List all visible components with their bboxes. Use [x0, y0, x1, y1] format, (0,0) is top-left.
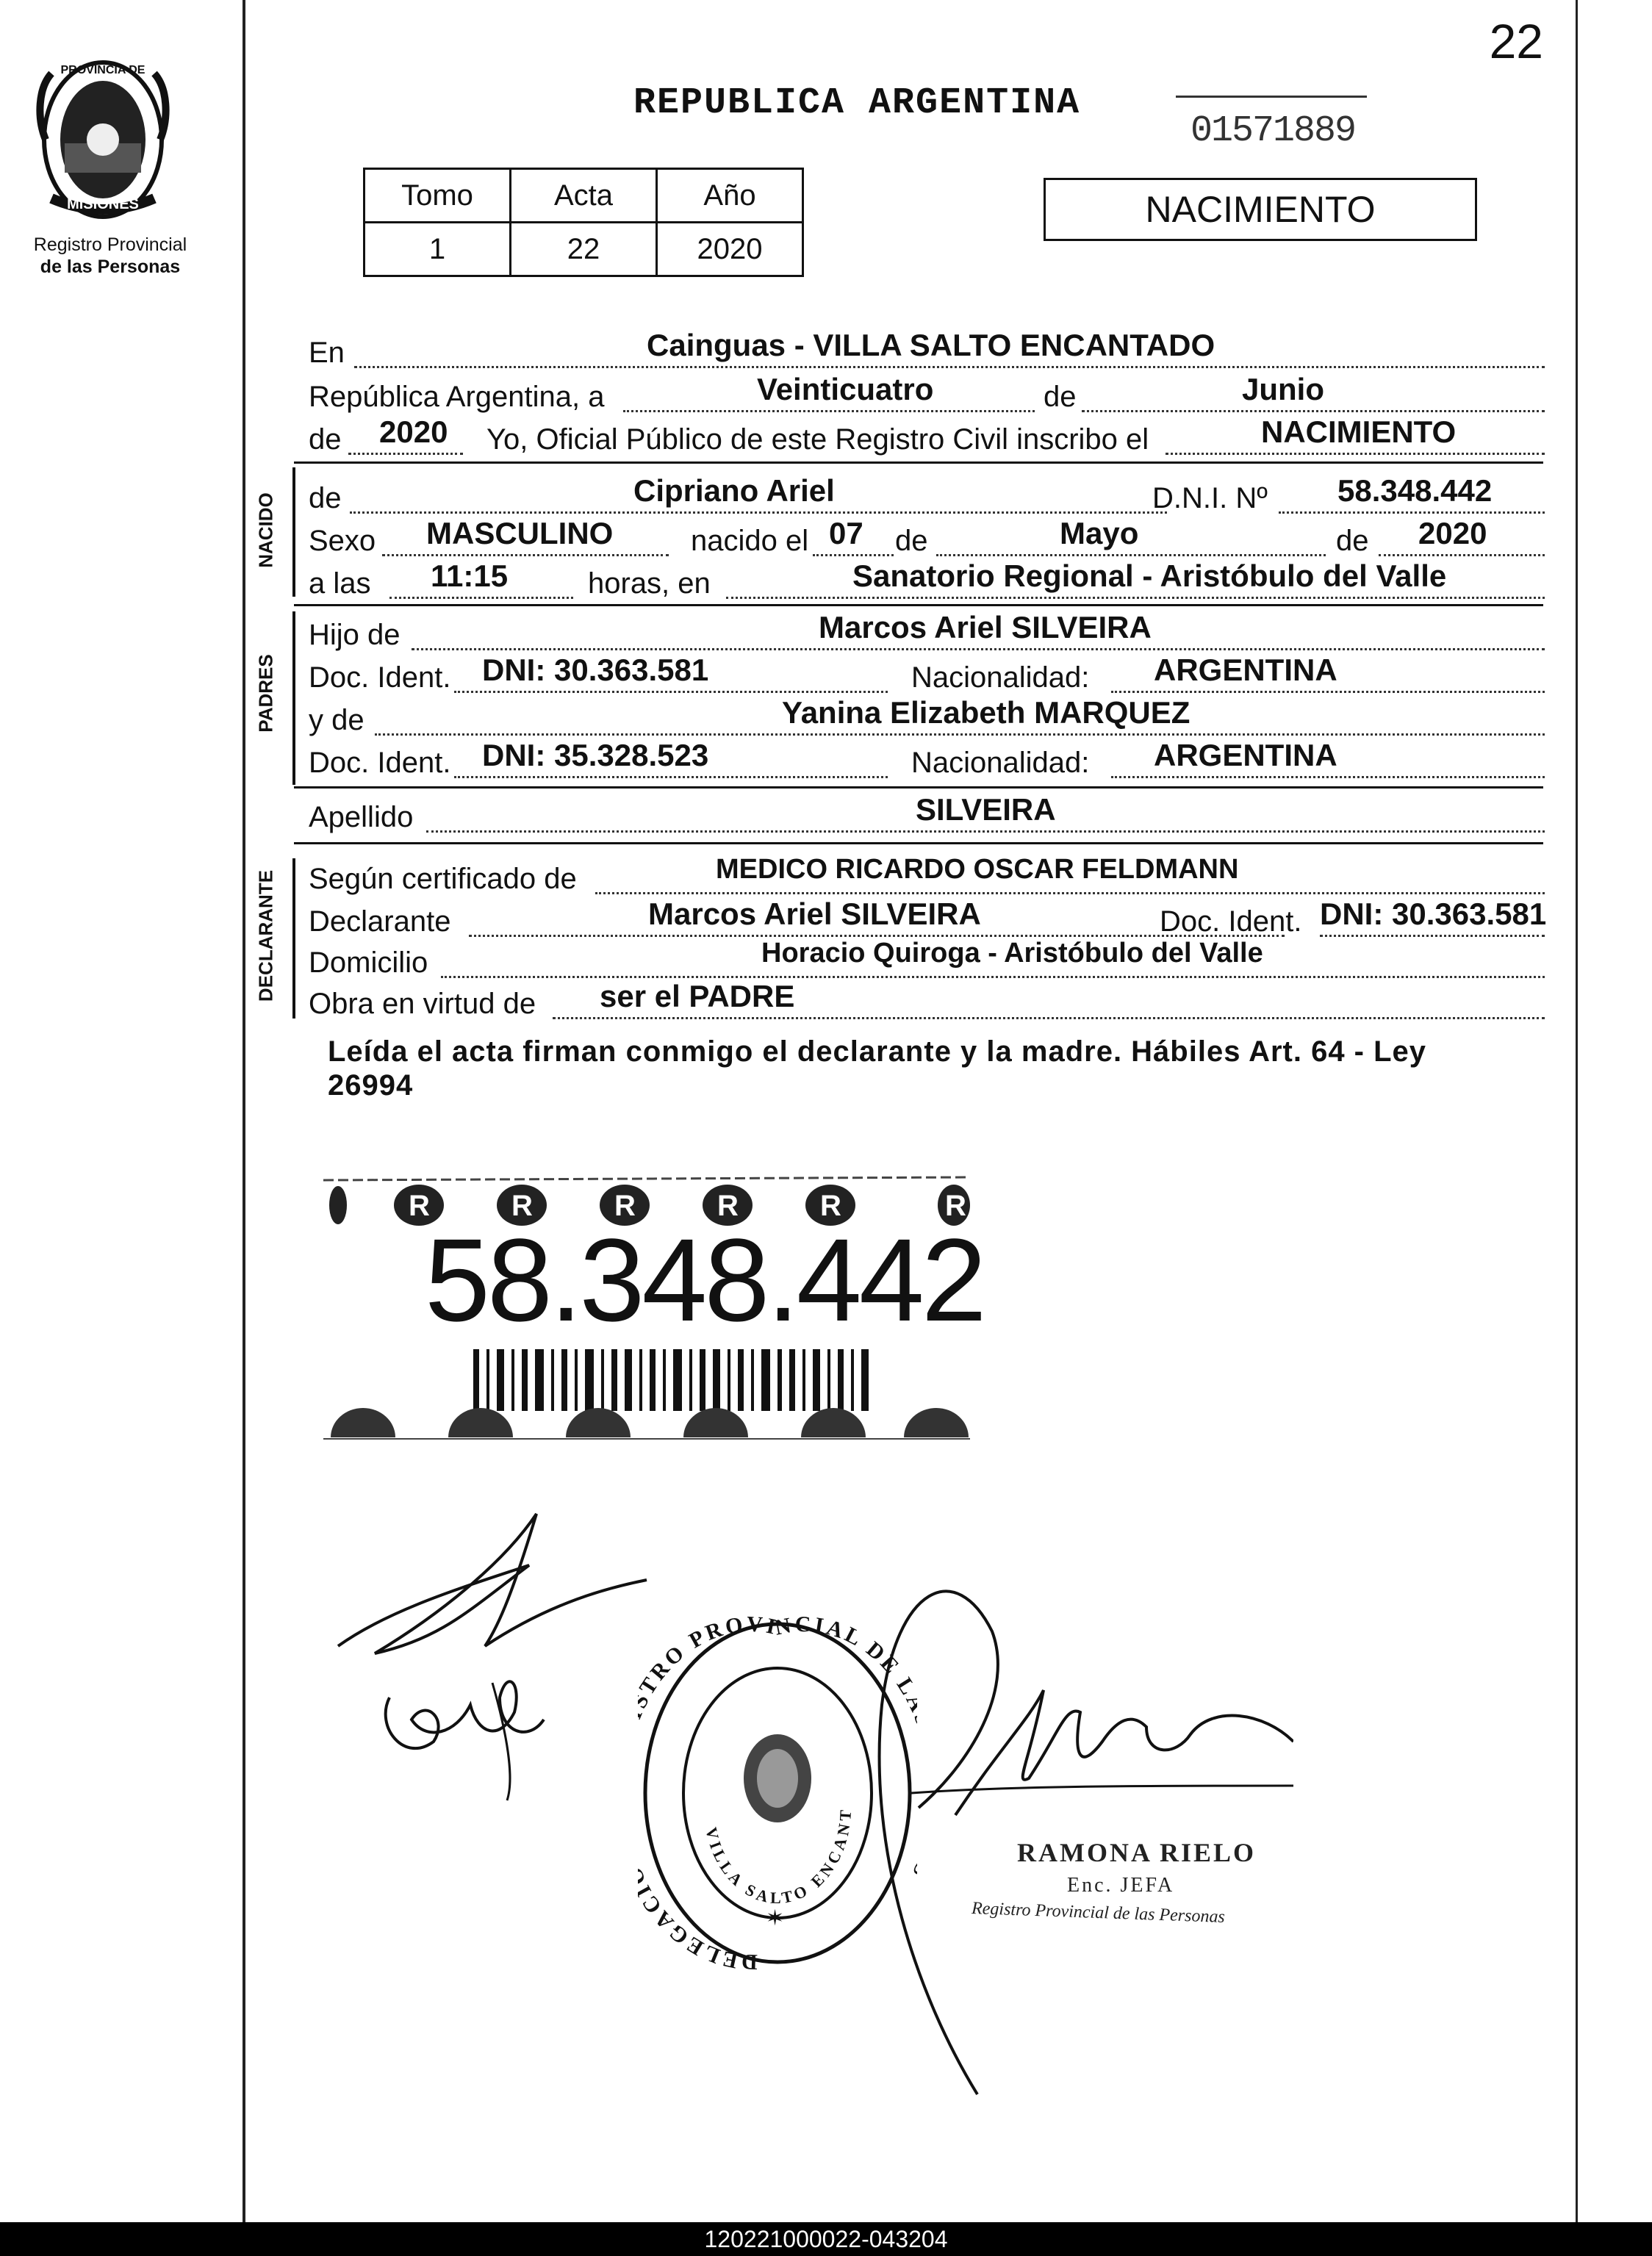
section-bar-padres — [292, 611, 295, 785]
line-mother-doc — [309, 739, 1543, 783]
label-republica: República Argentina, a — [309, 381, 605, 413]
svg-text:R: R — [511, 1190, 533, 1222]
separator — [294, 786, 1543, 788]
value-place: Cainguas - VILLA SALTO ENCANTADO — [647, 328, 1215, 362]
label-nacionalidad: Nacionalidad: — [911, 747, 1090, 779]
official-signature-icon — [735, 1543, 1293, 2116]
value-month: Junio — [1242, 372, 1324, 406]
section-label-nacido: NACIDO — [254, 492, 277, 568]
value-birth-day: 07 — [829, 516, 863, 550]
value-mother-doc: DNI: 35.328.523 — [482, 738, 709, 772]
value-child-name: Cipriano Ariel — [633, 473, 835, 508]
declarant-signature-icon — [331, 1499, 661, 1808]
label-en: En — [309, 337, 345, 369]
label-certificado: Según certificado de — [309, 863, 577, 895]
line-domicilio — [309, 939, 1543, 983]
dotted-line — [936, 554, 1326, 556]
label-declarante: Declarante — [309, 905, 451, 938]
province-emblem — [29, 51, 176, 228]
value-declarante-name: Marcos Ariel SILVEIRA — [648, 897, 981, 931]
serial-number: 01571889 — [1190, 110, 1356, 152]
dotted-line — [1379, 554, 1545, 556]
emblem-caption — [0, 234, 220, 278]
label-apellido: Apellido — [309, 801, 414, 833]
value-year: 2020 — [379, 414, 448, 449]
sticker-dni-number: 58.348.442 — [425, 1214, 984, 1346]
section-label-declarante: DECLARANTE — [254, 869, 277, 1002]
line-obra — [309, 980, 1543, 1024]
value-father-doc: DNI: 30.363.581 — [482, 653, 709, 687]
label-doc-ident: Doc. Ident. — [1160, 905, 1302, 938]
caption-line-1: Registro Provincial — [33, 234, 187, 255]
value-birth-time: 11:15 — [431, 558, 509, 593]
label-dni: D.N.I. Nº — [1152, 482, 1268, 514]
line-date — [309, 373, 1543, 417]
value-tomo: 1 — [364, 223, 511, 276]
value-birth-place: Sanatorio Regional - Aristóbulo del Valle — [852, 558, 1447, 593]
value-birth-year: 2020 — [1418, 516, 1487, 550]
section-label-padres: PADRES — [254, 654, 277, 733]
label-de: de — [1336, 525, 1369, 557]
label-nacido-el: nacido el — [691, 525, 809, 557]
svg-text:PROVINCIA DE: PROVINCIA DE — [60, 64, 146, 76]
document-title: REPUBLICA ARGENTINA — [633, 82, 1081, 124]
official-name: RAMONA RIELO — [1017, 1838, 1257, 1867]
value-apellido: SILVEIRA — [916, 792, 1056, 827]
value-obra: ser el PADRE — [600, 979, 795, 1013]
value-declarante-doc: DNI: 30.363.581 — [1320, 897, 1547, 931]
label-de: de — [1044, 381, 1077, 413]
page-number: 22 — [1489, 14, 1543, 68]
separator — [294, 461, 1543, 464]
official-office: Registro Provincial de las Personas — [971, 1898, 1226, 1928]
svg-text:VILLA SALTO ENCANTADO: VILLA SALTO ENCANT — [702, 1807, 855, 1908]
line-declarante — [309, 897, 1547, 942]
registry-table — [363, 168, 804, 277]
label-year-de: de — [309, 423, 342, 456]
caption-line-2: de las Personas — [40, 256, 181, 277]
official-title: Enc. JEFA — [1067, 1874, 1175, 1897]
svg-text:DELEGACION DEL REGISTRO PROVIN: DELEGAC RO PROVINCIAL DE — [638, 1617, 906, 1969]
separator — [294, 604, 1543, 606]
footer-code: 120221000022-043204 — [0, 2222, 1652, 2256]
dotted-line — [1111, 776, 1545, 778]
dotted-line — [595, 892, 1545, 894]
svg-text:R: R — [945, 1190, 966, 1222]
header-acta: Acta — [511, 169, 657, 223]
line-father — [309, 611, 1543, 655]
line-place — [309, 329, 1543, 373]
dotted-line — [1279, 511, 1545, 514]
value-act: NACIMIENTO — [1261, 414, 1457, 449]
section-bar-nacido — [292, 467, 295, 597]
line-sex-birth — [309, 517, 1543, 561]
label-officer-text: Yo, Oficial Público de este Registro Civil inscribo el — [486, 423, 1149, 456]
value-father-nationality: ARGENTINA — [1154, 653, 1337, 687]
svg-text:R: R — [820, 1190, 841, 1222]
dotted-line — [1111, 691, 1545, 693]
dotted-line — [441, 976, 1545, 978]
dotted-line — [726, 597, 1545, 599]
dotted-line — [375, 733, 1545, 736]
registry-table-value-row — [364, 223, 803, 276]
misiones-seal-icon — [29, 51, 176, 228]
record-type-box: NACIMIENTO — [1044, 178, 1477, 241]
label-a-las: a las — [309, 567, 371, 600]
label-de: de — [895, 525, 928, 557]
label-obra: Obra en virtud de — [309, 988, 536, 1020]
line-certificado — [309, 855, 1543, 899]
registry-table-header-row — [364, 169, 803, 223]
line-apellido — [309, 794, 1543, 838]
header-ano: Año — [657, 169, 803, 223]
line-child-name — [309, 475, 1543, 519]
dotted-line — [426, 830, 1545, 833]
value-mother-nationality: ARGENTINA — [1154, 738, 1337, 772]
label-horas-en: horas, en — [588, 567, 711, 600]
svg-text:R: R — [614, 1190, 636, 1222]
value-birth-month: Mayo — [1060, 516, 1139, 550]
dotted-line — [354, 366, 1545, 368]
value-certificado: MEDICO RICARDO OSCAR FELDMANN — [716, 854, 1239, 885]
line-year — [309, 416, 1543, 460]
dotted-line — [813, 554, 894, 556]
value-mother-name: Yanina Elizabeth MARQUEZ — [782, 695, 1190, 730]
dotted-line — [1166, 453, 1545, 455]
dotted-line — [553, 1017, 1545, 1019]
label-de: de — [309, 482, 342, 514]
dotted-line — [348, 453, 463, 455]
value-day-words: Veinticuatro — [757, 372, 934, 406]
label-domicilio: Domicilio — [309, 946, 428, 979]
value-father-name: Marcos Ariel SILVEIRA — [819, 610, 1152, 644]
dotted-line — [389, 597, 573, 599]
dotted-line — [350, 511, 1167, 514]
left-margin-line — [243, 0, 245, 2222]
value-acta: 22 — [511, 223, 657, 276]
svg-text:✶: ✶ — [766, 1905, 785, 1931]
svg-text:R: R — [717, 1190, 739, 1222]
value-domicilio: Horacio Quiroga - Aristóbulo del Valle — [761, 938, 1263, 969]
line-mother — [309, 697, 1543, 741]
label-nacionalidad: Nacionalidad: — [911, 661, 1090, 694]
dotted-line — [412, 648, 1545, 650]
value-child-dni: 58.348.442 — [1337, 473, 1493, 508]
dotted-line — [623, 410, 1035, 412]
separator — [294, 842, 1543, 844]
closing-statement: Leída el acta firman conmigo el declarante y la madre. Hábiles Art. 64 - Ley 26994 — [328, 1035, 1427, 1102]
dotted-line — [454, 691, 888, 693]
svg-text:MISIONES: MISIONES — [67, 196, 139, 212]
label-doc-ident: Doc. Ident. — [309, 661, 451, 694]
value-ano: 2020 — [657, 223, 803, 276]
dotted-line — [1082, 410, 1545, 412]
dotted-line — [454, 776, 888, 778]
right-margin-line — [1576, 0, 1578, 2222]
label-doc-ident: Doc. Ident. — [309, 747, 451, 779]
label-hijo-de: Hijo de — [309, 619, 401, 651]
header-tomo: Tomo — [364, 169, 511, 223]
dotted-line — [382, 554, 669, 556]
label-y-de: y de — [309, 704, 364, 736]
value-sexo: MASCULINO — [426, 516, 614, 550]
label-sexo: Sexo — [309, 525, 376, 557]
svg-text:R: R — [409, 1190, 430, 1222]
line-father-doc — [309, 654, 1543, 698]
dotted-line — [1320, 935, 1545, 937]
section-bar-declarante — [292, 858, 295, 1019]
line-time-place — [309, 560, 1543, 604]
